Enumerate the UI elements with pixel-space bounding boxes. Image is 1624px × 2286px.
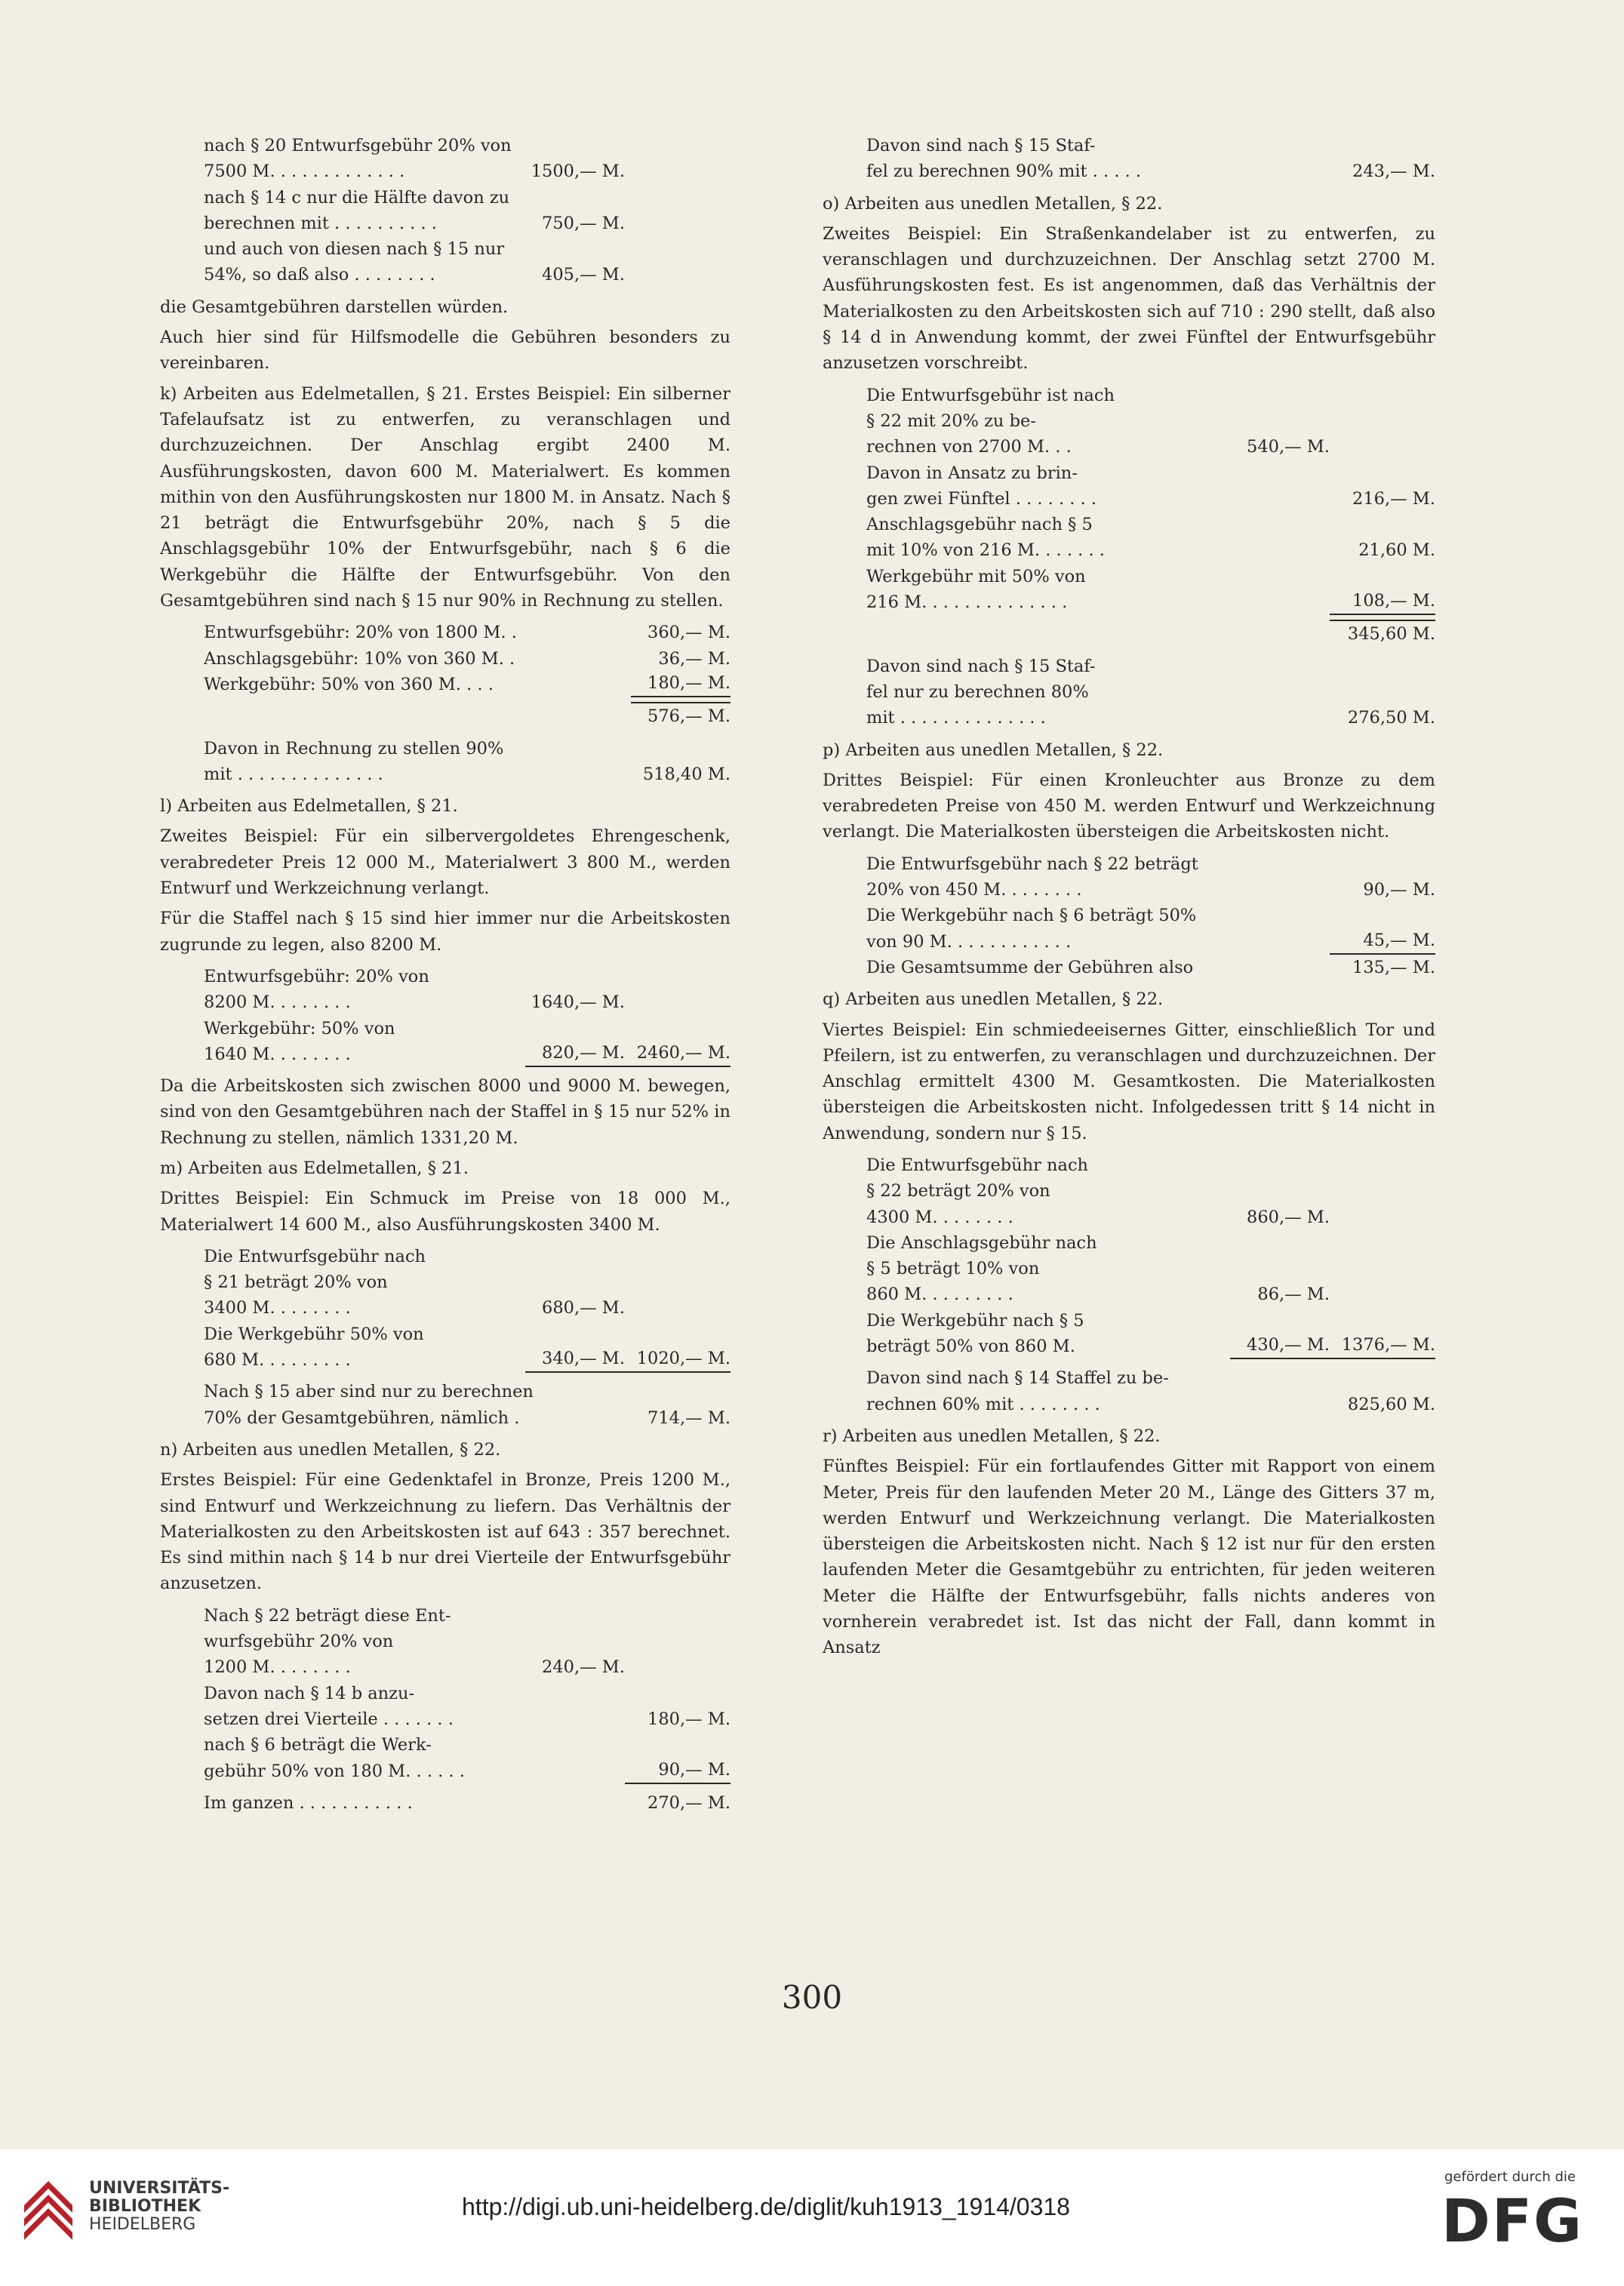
calc-text: Die Gesamtsumme der Gebühren also [866,957,1194,977]
calc-text: 860 M. . . . . . . . . [866,1285,1013,1305]
calc-text: 680 M. . . . . . . . . [204,1350,351,1371]
amount-sub: 1640,— M. [531,992,625,1013]
calc-text: nach § 14 c nur die Hälfte davon zu [204,187,510,208]
calc-text: Davon in Rechnung zu stellen 90% [204,738,504,758]
section-p-heading: p) Arbeiten aus unedlen Metallen, § 22. [823,740,1164,760]
amount-total: 243,— M. [1352,162,1435,182]
calc-text: rechnen 60% mit . . . . . . . . [866,1394,1100,1414]
amount-sub: 680,— M. [542,1298,625,1318]
section-q-heading: q) Arbeiten aus unedlen Metallen, § 22. [823,989,1164,1010]
calc-text: und auch von diesen nach § 15 nur [204,239,505,260]
calculation-block [823,851,1435,980]
amount-sub: 340,— M. [525,1346,625,1373]
calculation-block [823,654,1435,731]
calc-text: Die Entwurfsgebühr nach [204,1246,426,1266]
amount-total: 21,60 M. [1358,540,1435,561]
paragraph-j-end: die Gesamtgebühren darstellen würden. [160,297,509,317]
calculation-block [823,1365,1435,1417]
calculation-block [160,620,730,697]
calc-text: mit 10% von 216 M. . . . . . . [866,540,1105,561]
calc-row [204,672,730,697]
calc-row [866,158,1435,184]
calc-text: berechnen mit . . . . . . . . . . [204,213,437,233]
section-m-text: Drittes Beispiel: Ein Schmuck im Preise von 18 000 M., Materialwert 14 600 M., also Ausführungskosten 3400 M. [160,1189,730,1235]
section-l-text: Zweites Beispiel: Für ein silbervergoldetes Ehrengeschenk, verabredeter Preis 12 000 M., Materialwert 3 800 M., werden Entwurf und Werkzeichnung verlangt. [160,826,730,899]
calc-row [866,1392,1435,1417]
calc-text: gebühr 50% von 180 M. . . . . . [204,1761,465,1781]
institution-line-2: BIBLIOTHEK [89,2197,201,2216]
amount-sub: 540,— M. [1247,437,1330,457]
calc-text: gen zwei Fünftel . . . . . . . . [866,488,1097,509]
amount-sub: 240,— M. [542,1657,625,1678]
calc-text: Entwurfsgebühr: 20% von [204,966,429,986]
sum-row [160,703,730,729]
calc-row [866,1205,1435,1230]
calc-row [204,620,730,645]
amount-total: 135,— M. [1352,957,1435,977]
amount-total: 216,— M. [1352,488,1435,509]
calc-text: Die Anschlagsgebühr nach [866,1232,1097,1253]
calc-text: Die Entwurfsgebühr ist nach [866,385,1115,405]
sum-amount: 345,60 M. [1330,620,1435,647]
page-number: 300 [781,1979,843,2016]
calc-row [866,851,1435,877]
calc-text: Nach § 22 beträgt diese Ent- [204,1605,451,1626]
calc-text: Davon in Ansatz zu brin- [866,463,1078,483]
calc-row [204,646,730,672]
calc-row [204,1269,730,1295]
calc-text: Entwurfsgebühr: 20% von 1800 M. . [204,623,517,643]
calc-row [204,964,730,989]
calc-row [204,761,730,787]
section-m-heading: m) Arbeiten aus Edelmetallen, § 21. [160,1158,469,1178]
amount-total: 90,— M. [625,1757,730,1784]
calc-text: 7500 M. . . . . . . . . . . . . [204,162,405,182]
calc-text: Die Werkgebühr nach § 6 beträgt 50% [866,906,1197,926]
calculation-block [160,1603,730,1784]
calc-text: § 5 beträgt 10% von [866,1259,1040,1279]
calc-row [866,460,1435,486]
calculation-block [160,1244,730,1373]
calc-row [866,133,1435,158]
amount-total: 90,— M. [1363,880,1435,900]
permalink-url[interactable]: http://digi.ub.uni-heidelberg.de/diglit/kuh1913_1914/0318 [462,2193,1070,2220]
calc-row [866,537,1435,563]
section-q-text: Viertes Beispiel: Ein schmiedeeisernes Gitter, einschließlich Tor und Pfeilern, ist zu entwerfen, zu veranschlagen und durchzuzeichnen. Der Anschlag ermittelt 4300 M. Gesamtkosten. Die Materialkosten übersteigen die Arbeitskosten nicht. Infolgedessen tritt § 14 nicht in Anwendung, sondern nur § 15. [823,1020,1435,1143]
calc-text: Davon sind nach § 15 Staf- [866,656,1096,676]
calc-row [204,262,730,288]
calc-row [866,383,1435,408]
total-label: Im ganzen . . . . . . . . . . . [204,1792,413,1813]
calculation-block [160,133,730,288]
total-row [160,1790,730,1816]
section-o-heading: o) Arbeiten aus unedlen Metallen, § 22. [823,193,1163,214]
amount-sub: 1500,— M. [531,162,625,182]
section-p-text: Drittes Beispiel: Für einen Kronleuchter aus Bronze zu dem verabredeten Preise von 450 M. werden Entwurf und Werkzeichnung verlangt. Die Materialkosten übersteigen die Arbeitskosten nicht. [823,770,1435,842]
amount-sub: 180,— M. [631,670,730,697]
calc-text: fel nur zu berechnen 80% [866,681,1089,702]
amount-sub: 36,— M. [658,648,730,669]
calc-text: § 22 beträgt 20% von [866,1181,1050,1201]
calc-text: Nach § 15 aber sind nur zu berechnen [204,1382,534,1402]
calculation-block [160,736,730,788]
calculation-block [160,1379,730,1431]
calc-text: 54%, so daß also . . . . . . . . [204,265,435,285]
calc-row [866,1256,1435,1281]
calc-row [866,564,1435,589]
amount-sub: 750,— M. [542,213,625,233]
calc-row [866,408,1435,434]
calc-text: nach § 20 Entwurfsgebühr 20% von [204,136,512,155]
amount-sub: 405,— M. [542,265,625,285]
amount-total: 1376,— M. [1330,1332,1435,1359]
calc-row [866,486,1435,512]
left-column [160,127,730,1822]
calc-row [866,929,1435,955]
calc-row [866,1308,1435,1334]
calc-row [204,236,730,262]
amount-total: 1020,— M. [625,1346,730,1373]
calc-row [204,1654,730,1680]
university-logo-icon [18,2175,78,2248]
calc-row [204,1347,730,1373]
calc-text: rechnen von 2700 M. . . [866,437,1072,457]
calc-row [866,654,1435,679]
calculation-block [823,1152,1435,1359]
calc-row [866,705,1435,731]
calc-text: Die Werkgebühr 50% von [204,1324,424,1344]
calc-text: nach § 6 beträgt die Werk- [204,1735,432,1755]
calc-text: wurfsgebühr 20% von [204,1632,394,1652]
amount-sub: 430,— M. [1230,1332,1330,1359]
calc-text: mit . . . . . . . . . . . . . . [204,764,383,784]
amount-total: 825,60 M. [1347,1394,1435,1414]
calc-text: mit . . . . . . . . . . . . . . [866,708,1046,728]
total-amount: 270,— M. [647,1792,730,1813]
calc-row [866,589,1435,615]
amount-sub: 820,— M. [525,1040,625,1067]
amount-total: 2460,— M. [625,1040,730,1067]
calc-row [204,1016,730,1041]
amount-total: 276,50 M. [1347,708,1435,728]
calc-text: Die Entwurfsgebühr nach [866,1155,1089,1175]
calc-row [204,133,730,158]
calc-text: 3400 M. . . . . . . . [204,1298,351,1318]
calc-text: Werkgebühr: 50% von 360 M. . . . [204,674,494,694]
calc-text: setzen drei Vierteile . . . . . . . [204,1709,454,1729]
calc-row [204,1706,730,1732]
calc-text: Anschlagsgebühr nach § 5 [866,515,1093,535]
paragraph-j-note: Auch hier sind für Hilfsmodelle die Gebühren besonders zu vereinbaren. [160,328,730,374]
calc-row [866,512,1435,537]
calc-row [866,877,1435,903]
calc-row [204,158,730,184]
calc-row [204,736,730,761]
sum-row [823,621,1435,647]
right-column [823,127,1435,1661]
calc-row [866,1334,1435,1359]
calc-row [204,1244,730,1269]
calc-text: Werkgebühr mit 50% von [866,566,1086,586]
calc-row [866,434,1435,460]
institution-line-1: UNIVERSITÄTS- [89,2179,230,2198]
calc-text: 1200 M. . . . . . . . [204,1657,351,1678]
calc-text: Davon nach § 14 b anzu- [204,1683,415,1703]
calculation-block [823,383,1435,616]
funding-caption: gefördert durch die [1444,2169,1576,2185]
calc-row [866,1281,1435,1307]
amount-total: 180,— M. [647,1709,730,1729]
calc-text: § 21 beträgt 20% von [204,1272,388,1293]
calc-row [204,1732,730,1758]
calc-text: 70% der Gesamtgebühren, nämlich . [204,1408,520,1428]
calc-row [204,1681,730,1706]
section-n-text: Erstes Beispiel: Für eine Gedenktafel in Bronze, Preis 1200 M., sind Entwurf und Werkzeichnung zu liefern. Das Verhältnis der Materialkosten zu den Arbeitskosten ist auf 643 : 357 berechnet. Es sind mithin nach § 14 b nur drei Vierteile der Entwurfsgebühr anzusetzen. [160,1470,730,1594]
calc-text: 1640 M. . . . . . . . [204,1044,351,1064]
institution-line-3: HEIDELBERG [89,2215,196,2234]
calculation-block [823,133,1435,185]
calc-text: 216 M. . . . . . . . . . . . . . [866,592,1068,613]
calc-text: 20% von 450 M. . . . . . . . [866,880,1082,900]
calc-row [866,1152,1435,1178]
amount-sub: 360,— M. [647,623,730,643]
section-l-text-2: Für die Staffel nach § 15 sind hier immer nur die Arbeitskosten zugrunde zu legen, also 8200 M. [160,909,730,955]
calc-row [866,1178,1435,1204]
section-l-text-3: Da die Arbeitskosten sich zwischen 8000 und 9000 M. bewegen, sind von den Gesamtgebühren nach der Staffel in § 15 nur 52% in Rechnung zu stellen, nämlich 1331,20 M. [160,1076,730,1148]
calc-row [204,1405,730,1431]
calc-text: Die Entwurfsgebühr nach § 22 beträgt [866,854,1198,874]
calc-row [204,185,730,211]
calc-row [204,1758,730,1784]
amount-total: 108,— M. [1330,588,1435,615]
calc-row [204,211,730,236]
amount-total: 45,— M. [1330,928,1435,955]
dfg-logo: DFG [1441,2188,1584,2256]
calc-text: 8200 M. . . . . . . . [204,992,351,1013]
calc-row [866,679,1435,705]
calc-text: Die Werkgebühr nach § 5 [866,1310,1084,1331]
section-o-text: Zweites Beispiel: Ein Straßenkandelaber ist zu entwerfen, zu veranschlagen und durchzuzeichnen. Der Anschlag setzt 2700 M. Ausführungskosten fest. Es ist angenommen, daß das Verhältnis der Materialkosten zu den Arbeitskosten sich auf 710 : 290 stellt, daß also § 14 d in Anwendung kommt, der zwei Fünftel der Entwurfsgebühr anzusetzen vorschreibt. [823,223,1435,374]
calc-row [866,1230,1435,1256]
calc-text: Werkgebühr: 50% von [204,1018,395,1038]
calc-row [866,1365,1435,1391]
calc-row [204,1295,730,1321]
calc-text: Davon sind nach § 15 Staf- [866,136,1096,155]
calc-text: fel zu berechnen 90% mit . . . . . [866,162,1142,182]
calculation-block [160,964,730,1067]
calc-text: § 22 mit 20% zu be- [866,411,1036,431]
calc-text: Davon sind nach § 14 Staffel zu be- [866,1368,1169,1389]
section-k-text: k) Arbeiten aus Edelmetallen, § 21. Erstes Beispiel: Ein silberner Tafelaufsatz ist zu entwerfen, zu veranschlagen und durchzuzeichnen. Der Anschlag ergibt 2400 M. Ausführungskosten, davon 600 M. Materialwert. Es kommen mithin von den Ausführungskosten nur 1800 M. in Ansatz. Nach § 21 beträgt die Entwurfsgebühr 20%, nach § 5 die Anschlagsgebühr 10% der Entwurfsgebühr, nach § 6 die Werkgebühr die Hälfte der Entwurfsgebühr. Von den Gesamtgebühren sind nach § 15 nur 90% in Rechnung zu stellen. [160,383,730,611]
section-l-heading: l) Arbeiten aus Edelmetallen, § 21. [160,796,458,817]
calc-row [204,1603,730,1629]
calc-row [866,903,1435,928]
calc-text: 4300 M. . . . . . . . [866,1207,1013,1227]
calc-row [204,1379,730,1405]
amount-sub: 860,— M. [1247,1207,1330,1227]
calc-row [866,955,1435,980]
amount-total: 714,— M. [647,1408,730,1428]
calc-row [204,1321,730,1347]
institution-name [89,2180,229,2234]
amount-sub: 86,— M. [1257,1285,1330,1305]
calc-text: Anschlagsgebühr: 10% von 360 M. . [204,648,515,669]
section-r-text: Fünftes Beispiel: Für ein fortlaufendes Gitter mit Rapport von einem Meter, Preis für den laufenden Meter 20 M., Länge des Gitters 37 m, werden Entwurf und Werkzeichnung verlangt. Die Materialkosten übersteigen die Arbeitskosten nicht. Nach § 12 ist nur für den ersten laufenden Meter die Gesamtgebühr zu entrichten, für jeden weiteren Meter die Hälfte der Entwurfsgebühr, falls nichts anderes von vornherein verabredet ist. Ist das nicht der Fall, dann kommt in Ansatz [823,1457,1435,1658]
section-n-heading: n) Arbeiten aus unedlen Metallen, § 22. [160,1439,501,1460]
amount-sub: 518,40 M. [642,764,730,784]
calc-text: von 90 M. . . . . . . . . . . . [866,931,1072,952]
calc-row [204,1041,730,1067]
calc-row [204,1629,730,1654]
sum-amount: 576,— M. [631,702,730,729]
section-r-heading: r) Arbeiten aus unedlen Metallen, § 22. [823,1426,1161,1446]
calc-text: beträgt 50% von 860 M. [866,1337,1075,1357]
calc-row [204,989,730,1015]
